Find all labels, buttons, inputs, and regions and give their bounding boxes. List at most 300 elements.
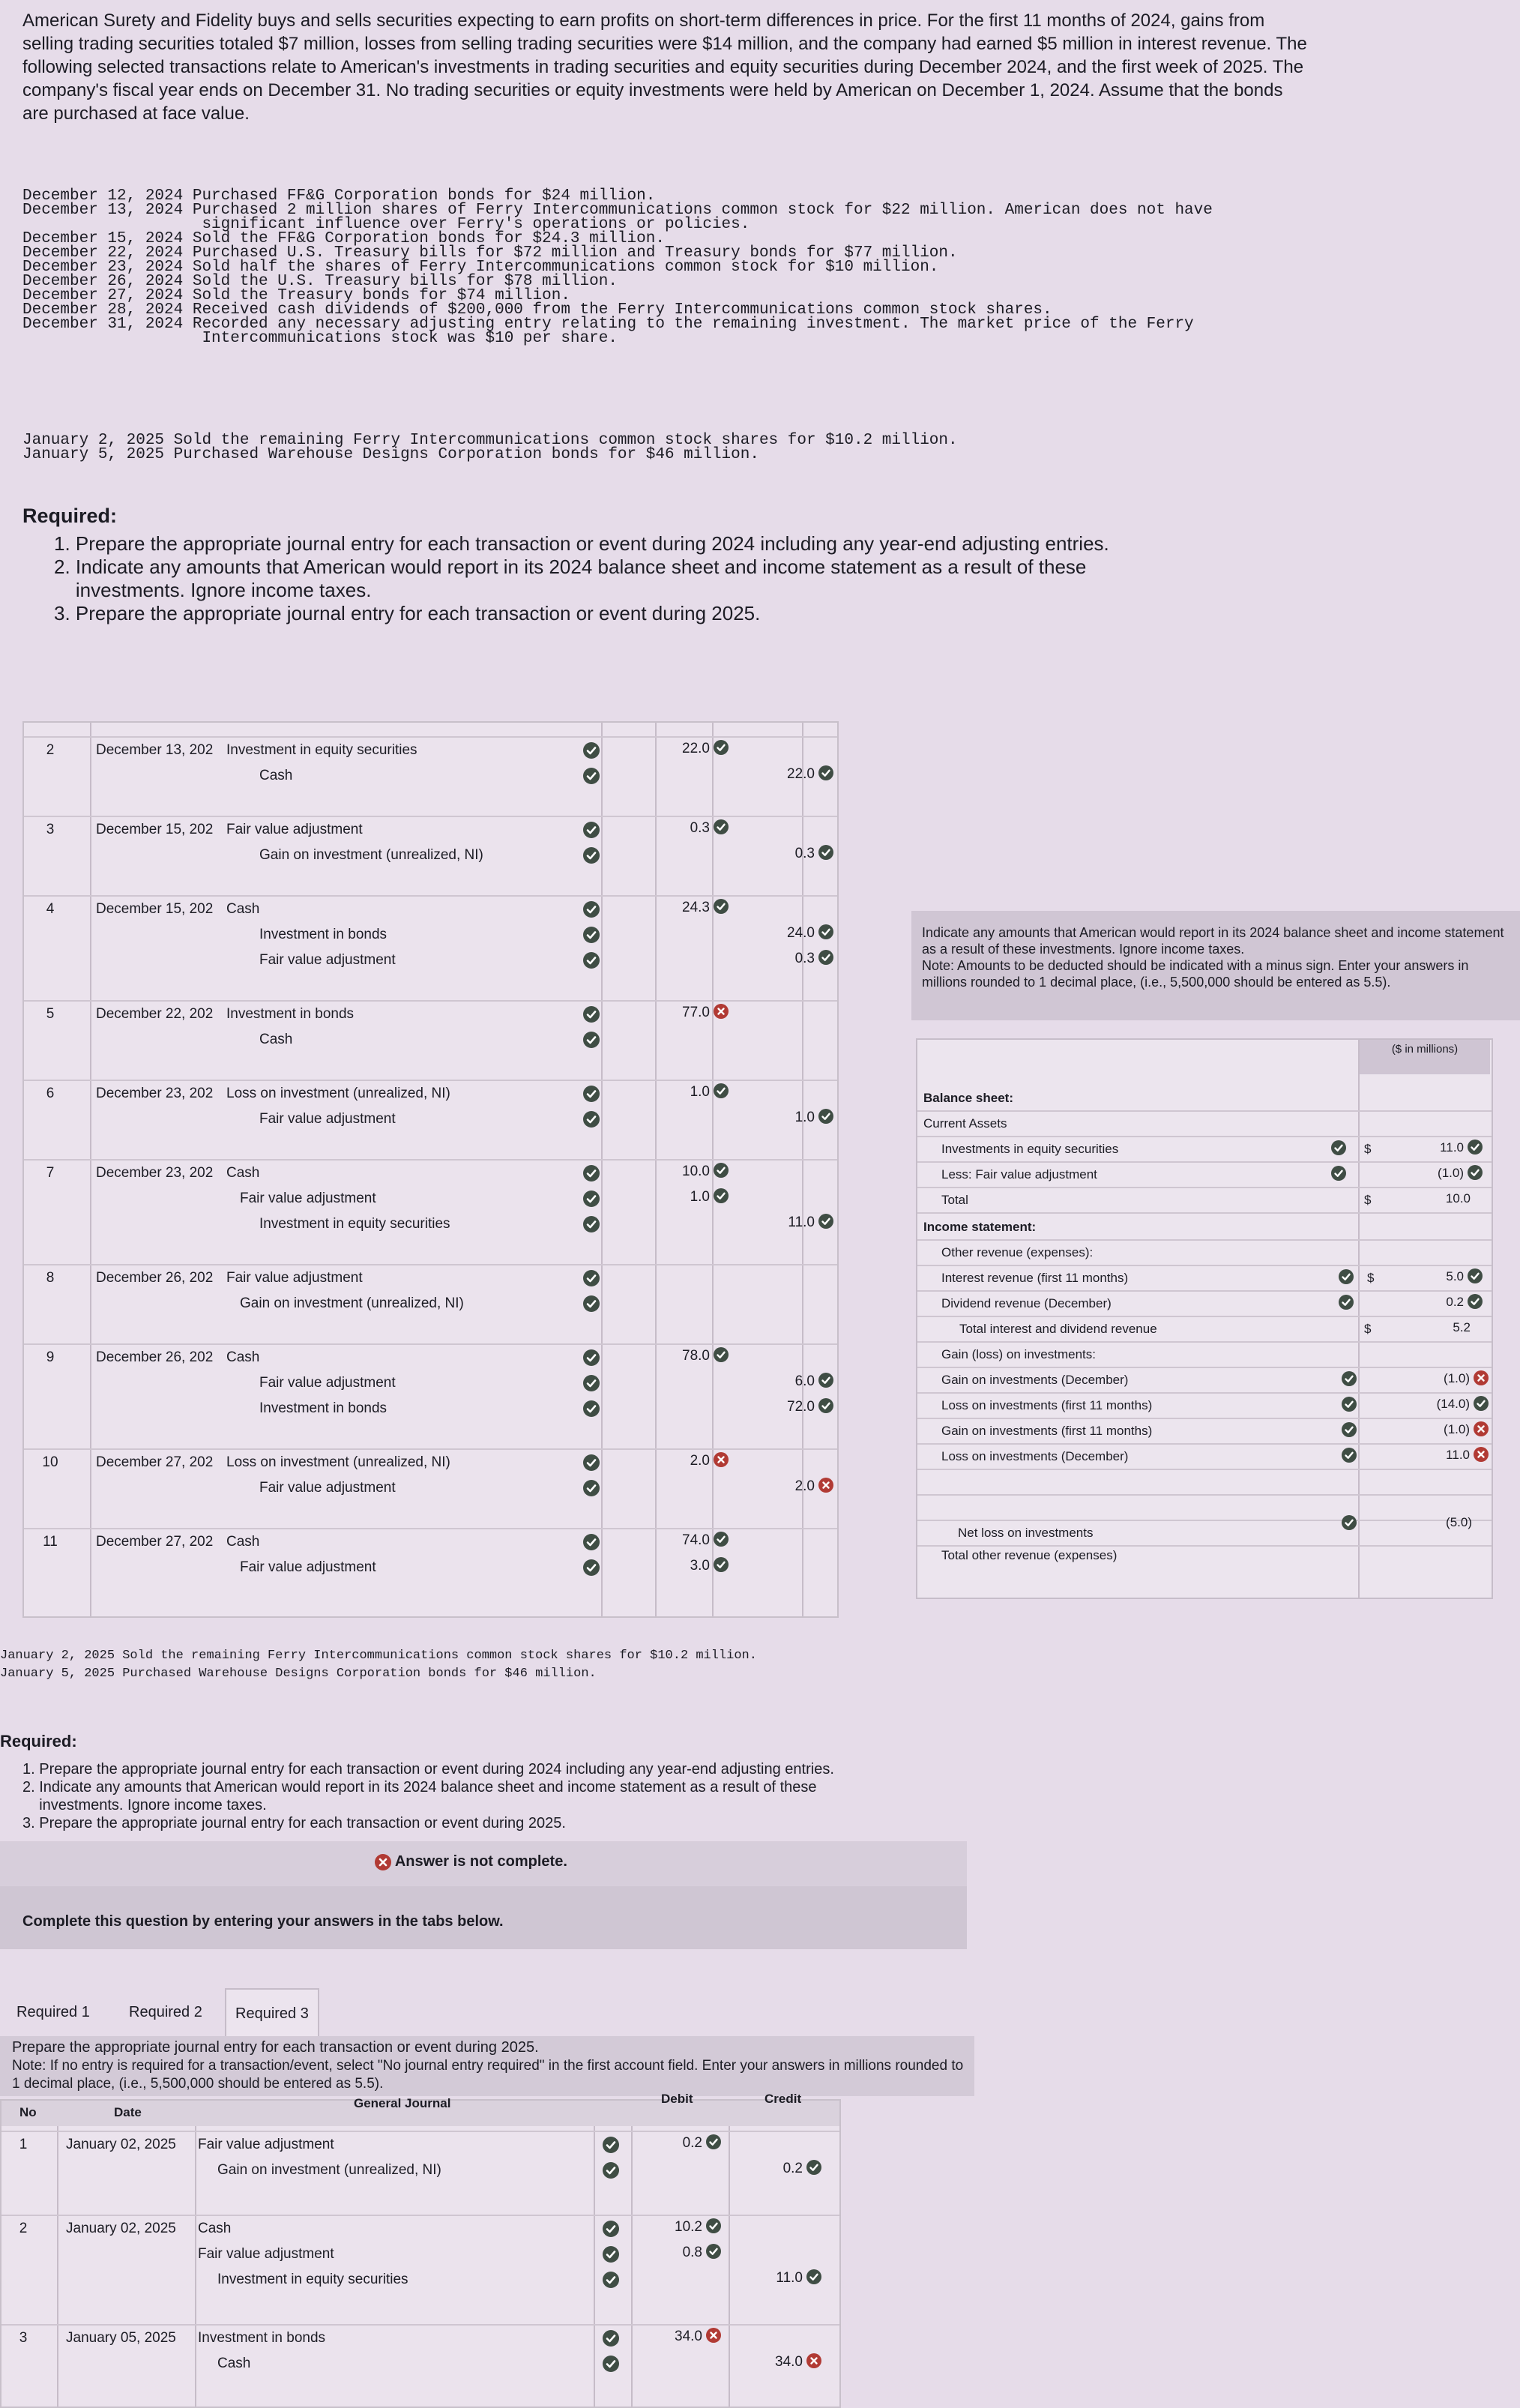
correct-check-icon — [583, 1375, 600, 1391]
correct-check-icon — [603, 2330, 619, 2347]
correct-check-icon — [603, 2356, 619, 2372]
debit-field[interactable] — [631, 1453, 729, 1469]
credit-value: 11.0 — [776, 2270, 803, 2286]
row-divider — [24, 1264, 837, 1265]
balance-sheet-heading: Balance sheet: — [923, 1091, 1013, 1105]
entry-number: 3 — [46, 822, 55, 837]
entry-number: 9 — [46, 1349, 55, 1365]
entry-number: 10 — [42, 1454, 58, 1470]
transactions-2024: December 12, 2024 Purchased FF&G Corporation bonds for $24 million. December 13, 2024 Purchased 2 million shares of Ferry Intercommunications common stock for $22 million. American does not have significant influence over Ferry's operations or policies. December 15, 2024 Sold the FF&G Corporation bonds for $24.3 million. December 22, 2024 Purchased U.S. Treasury bills for $72 million and Treasury bonds for $77 million. December 23, 2024 Sold half the shares of Ferry Intercommunications common stock for $10 million. December 26, 2024 Sold the U.S. Treasury bills for $78 million. December 27, 2024 Sold the Treasury bonds for $74 million. December 28, 2024 Received cash dividends of $200,000 from the Ferry Intercommunications common stock shares. December 31, 2024 Recorded any necessary adjusting entry relating to the remaining investment. The market price of the Ferry Intercommunications stock was $10 per share. — [22, 187, 1213, 347]
account-field[interactable]: Fair value adjustment — [226, 1270, 363, 1286]
credit-field[interactable] — [736, 766, 833, 783]
debit-field[interactable] — [631, 1189, 729, 1205]
account-field[interactable]: Fair value adjustment — [198, 2246, 334, 2262]
header-credit: Credit — [764, 2092, 802, 2106]
account-field[interactable]: Fair value adjustment — [259, 952, 396, 968]
correct-check-icon — [1342, 1515, 1357, 1530]
correct-check-icon — [1339, 1269, 1354, 1284]
account-field[interactable]: Fair value adjustment — [259, 1111, 396, 1127]
row-divider — [1, 2215, 839, 2216]
tab-required-2[interactable]: Required 2 — [129, 2004, 202, 2020]
account-field[interactable]: Investment in equity securities — [226, 742, 417, 758]
credit-field[interactable] — [724, 2161, 821, 2177]
correct-check-icon — [603, 2162, 619, 2179]
credit-value: 1.0 — [794, 1110, 815, 1125]
correct-check-icon — [583, 847, 600, 864]
required-item: 2. Indicate any amounts that American would report in its 2024 balance sheet and income statement as a result of these — [54, 556, 1087, 578]
account-field[interactable]: Investment in bonds — [198, 2330, 326, 2346]
account-field[interactable]: Cash — [226, 1165, 260, 1181]
statement-line-label[interactable]: Gain on investments (first 11 months) — [941, 1424, 1153, 1438]
credit-field[interactable] — [724, 2354, 821, 2371]
row-divider — [917, 1392, 1492, 1394]
debit-value: 3.0 — [690, 1558, 710, 1574]
amount-value: 0.2 — [1446, 1295, 1464, 1309]
correct-check-icon — [583, 1111, 600, 1128]
statement-line-label[interactable]: Investments in equity securities — [941, 1142, 1119, 1156]
complete-prompt-bar — [0, 1886, 967, 1949]
entry-number: 8 — [46, 1270, 55, 1286]
account-field[interactable]: Investment in bonds — [259, 1400, 387, 1416]
incorrect-x-icon — [818, 1478, 833, 1493]
correct-check-icon — [714, 899, 729, 914]
credit-field[interactable] — [736, 1373, 833, 1390]
correct-check-icon — [818, 1214, 833, 1229]
row-divider — [24, 1159, 837, 1161]
row-divider — [917, 1418, 1492, 1419]
debit-value: 0.2 — [682, 2135, 702, 2151]
correct-check-icon — [583, 1006, 600, 1023]
correct-check-icon — [1331, 1166, 1346, 1181]
row-divider — [24, 1343, 837, 1345]
amount-field[interactable] — [1382, 1269, 1483, 1285]
correct-check-icon — [583, 1295, 600, 1312]
dollar-sign: $ — [1364, 1322, 1372, 1336]
row-divider — [917, 1545, 1492, 1547]
entry-number: 3 — [19, 2330, 28, 2346]
entry-date[interactable]: December 15, 202 — [96, 822, 214, 837]
correct-check-icon — [706, 2134, 721, 2149]
correct-check-icon — [583, 768, 600, 784]
error-icon — [375, 1854, 391, 1870]
correct-check-icon — [818, 924, 833, 939]
debit-field[interactable] — [624, 2245, 721, 2261]
total-other-revenue-label: Total other revenue (expenses) — [941, 1548, 1118, 1562]
entry-date[interactable]: December 26, 202 — [96, 1270, 214, 1286]
entry-date[interactable]: December 22, 202 — [96, 1006, 214, 1022]
row-divider — [917, 1265, 1492, 1266]
amount-field[interactable] — [1382, 1448, 1489, 1463]
complete-prompt: Complete this question by entering your answers in the tabs below. — [22, 1913, 504, 1930]
account-field[interactable]: Investment in equity securities — [217, 2272, 408, 2287]
correct-check-icon — [603, 2221, 619, 2237]
debit-field[interactable] — [631, 1558, 729, 1574]
correct-check-icon — [1342, 1448, 1357, 1463]
debit-field[interactable] — [624, 2329, 721, 2345]
debit-value: 0.3 — [690, 820, 710, 836]
header-general-journal: General Journal — [354, 2096, 451, 2110]
row-divider — [24, 1000, 837, 1002]
required3-instructions: Prepare the appropriate journal entry for each transaction or event during 2025. — [12, 2039, 539, 2056]
dollar-sign: $ — [1364, 1193, 1372, 1207]
credit-field[interactable] — [736, 1214, 833, 1231]
credit-value: 0.2 — [782, 2161, 803, 2176]
correct-check-icon — [706, 2244, 721, 2259]
row-divider — [1, 2324, 839, 2326]
amount-field[interactable] — [1382, 1191, 1471, 1206]
correct-check-icon — [1339, 1295, 1354, 1310]
correct-check-icon — [818, 1398, 833, 1413]
correct-check-icon — [1468, 1165, 1483, 1180]
tab-required-3[interactable]: Required 3 — [225, 1988, 319, 2038]
bottom-required-item: 2. Indicate any amounts that American would report in its 2024 balance sheet and income statement as a result of these — [22, 1779, 817, 1796]
entry-number: 7 — [46, 1165, 55, 1181]
debit-value: 34.0 — [675, 2329, 702, 2344]
correct-check-icon — [818, 1109, 833, 1124]
credit-field[interactable] — [736, 925, 833, 942]
row-divider — [24, 816, 837, 817]
entry-date[interactable]: January 05, 2025 — [66, 2330, 176, 2346]
debit-value: 0.8 — [682, 2245, 702, 2260]
correct-check-icon — [583, 1191, 600, 1207]
amount-field[interactable] — [1382, 1295, 1483, 1310]
correct-check-icon — [583, 1086, 600, 1102]
dollar-sign: $ — [1364, 1142, 1372, 1156]
status-banner — [0, 1841, 967, 1886]
debit-value: 2.0 — [690, 1453, 710, 1469]
correct-check-icon — [583, 952, 600, 969]
debit-value: 1.0 — [690, 1189, 710, 1205]
entry-date[interactable]: December 23, 202 — [96, 1165, 214, 1181]
statement-line-label[interactable]: Loss on investments (December) — [941, 1449, 1129, 1463]
net-loss-label: Net loss on investments — [958, 1526, 1094, 1540]
credit-value: 72.0 — [787, 1399, 815, 1415]
correct-check-icon — [583, 1270, 600, 1286]
row-divider — [917, 1367, 1492, 1368]
dollar-sign: $ — [1367, 1271, 1375, 1285]
header-no: No — [19, 2105, 37, 2119]
correct-check-icon — [818, 765, 833, 780]
entry-number: 5 — [46, 1006, 55, 1022]
required-item: 1. Prepare the appropriate journal entry for each transaction or event during 2024 including any year-end adjusting entries. — [54, 532, 1109, 555]
incorrect-x-icon — [714, 1004, 729, 1019]
correct-check-icon — [806, 2160, 821, 2175]
account-field[interactable]: Cash — [198, 2221, 232, 2236]
row-divider — [917, 1494, 1492, 1496]
row-divider — [24, 736, 837, 738]
correct-check-icon — [603, 2137, 619, 2153]
amount-value: 5.0 — [1446, 1269, 1464, 1283]
correct-check-icon — [818, 1373, 833, 1388]
correct-check-icon — [583, 1480, 600, 1496]
incorrect-x-icon — [714, 1452, 729, 1467]
credit-value: 6.0 — [794, 1373, 815, 1389]
amount-field[interactable] — [1382, 1140, 1483, 1156]
debit-value: 74.0 — [682, 1532, 710, 1548]
amount-value: (14.0) — [1436, 1397, 1470, 1411]
account-field[interactable]: Investment in bonds — [226, 1006, 355, 1022]
required2-instructions — [911, 911, 1520, 1020]
debit-field[interactable] — [631, 1084, 729, 1101]
required-item: 3. Prepare the appropriate journal entry for each transaction or event during 2025. — [54, 602, 761, 624]
correct-check-icon — [1468, 1294, 1483, 1309]
net-loss-value: (5.0) — [1446, 1515, 1472, 1529]
account-field[interactable]: Cash — [217, 2356, 251, 2371]
required2-note: Note: Amounts to be deducted should be indicated with a minus sign. Enter your answers in millions rounded to 1 decimal place, (i.e., 5,500,000 should be entered as 5.5). — [922, 958, 1469, 990]
correct-check-icon — [583, 1349, 600, 1366]
problem-intro: American Surety and Fidelity buys and sells securities expecting to earn profits on short-term differences in price. For the first 11 months of 2024, gains from selling trading securities totaled $7 million, losses from selling trading securities were $14 million, and the company had earned $5 million in interest revenue. The following selected transactions relate to American's investments in trading securities and equity securities during December 2024, and the first week of 2025. The company's fiscal year ends on December 31. No trading securities or equity investments were held by American on December 1, 2024. Assume that the bonds are purchased at face value. — [22, 10, 1307, 124]
row-divider — [24, 1448, 837, 1450]
correct-check-icon — [583, 742, 600, 759]
row-divider — [917, 1341, 1492, 1343]
gain-loss-heading: Gain (loss) on investments: — [941, 1347, 1096, 1361]
account-field[interactable]: Cash — [226, 901, 260, 917]
debit-field[interactable] — [631, 900, 729, 916]
credit-field[interactable] — [736, 1478, 833, 1495]
bottom-required-item: 1. Prepare the appropriate journal entry for each transaction or event during 2024 including any year-end adjusting entries. — [22, 1761, 834, 1778]
account-field[interactable]: Gain on investment (unrealized, NI) — [240, 1295, 464, 1311]
correct-check-icon — [714, 1557, 729, 1572]
row-divider — [1, 2131, 839, 2132]
incorrect-x-icon — [806, 2353, 821, 2368]
statement-line-label[interactable]: Loss on investments (first 11 months) — [941, 1398, 1153, 1412]
income-statement-heading: Income statement: — [923, 1220, 1037, 1234]
bottom-required-item: 3. Prepare the appropriate journal entry for each transaction or event during 2025. — [22, 1815, 566, 1831]
row-divider — [917, 1316, 1492, 1317]
header-debit: Debit — [661, 2092, 693, 2106]
credit-value: 34.0 — [775, 2354, 803, 2370]
debit-field[interactable] — [631, 1164, 729, 1180]
row-divider — [24, 895, 837, 897]
account-field[interactable]: Fair value adjustment — [226, 822, 363, 837]
credit-value: 24.0 — [787, 925, 815, 941]
bottom-required-heading: Required: — [0, 1732, 77, 1751]
correct-check-icon — [1342, 1397, 1357, 1412]
correct-check-icon — [583, 1534, 600, 1550]
correct-check-icon — [603, 2246, 619, 2263]
account-field[interactable]: Loss on investment (unrealized, NI) — [226, 1086, 450, 1101]
account-field[interactable]: Fair value adjustment — [240, 1559, 376, 1575]
statement-line-label[interactable]: Total — [941, 1193, 968, 1207]
account-field[interactable]: Investment in equity securities — [259, 1216, 450, 1232]
debit-value: 1.0 — [690, 1084, 710, 1100]
required-heading: Required: — [22, 505, 118, 527]
correct-check-icon — [1468, 1268, 1483, 1283]
account-field[interactable]: Cash — [259, 768, 293, 783]
debit-field[interactable] — [631, 741, 729, 757]
correct-check-icon — [1474, 1396, 1489, 1411]
amount-field[interactable] — [1382, 1166, 1483, 1182]
row-divider — [917, 1136, 1492, 1137]
account-field[interactable]: Fair value adjustment — [198, 2137, 334, 2152]
correct-check-icon — [714, 1083, 729, 1098]
required-item: investments. Ignore income taxes. — [54, 579, 372, 601]
correct-check-icon — [714, 740, 729, 755]
entry-date[interactable]: December 23, 202 — [96, 1086, 214, 1101]
credit-field[interactable] — [736, 951, 833, 967]
row-divider — [24, 1080, 837, 1081]
row-divider — [917, 1443, 1492, 1445]
credit-value: 2.0 — [794, 1478, 815, 1494]
account-field[interactable]: Gain on investment (unrealized, NI) — [217, 2162, 441, 2178]
required-tabs — [7, 1988, 607, 2036]
incorrect-x-icon — [1474, 1421, 1489, 1436]
correct-check-icon — [806, 2269, 821, 2284]
statement-line-label[interactable]: Gain on investments (December) — [941, 1373, 1129, 1387]
statement-line-label[interactable]: Less: Fair value adjustment — [941, 1167, 1097, 1182]
entry-date[interactable]: December 26, 202 — [96, 1349, 214, 1365]
required-list — [54, 532, 1283, 625]
debit-value: 10.0 — [682, 1164, 710, 1179]
row-divider — [917, 1239, 1492, 1241]
incorrect-x-icon — [1474, 1447, 1489, 1462]
account-field[interactable]: Cash — [259, 1032, 293, 1047]
credit-value: 0.3 — [794, 951, 815, 966]
current-assets-heading: Current Assets — [923, 1116, 1007, 1131]
row-divider — [917, 1187, 1492, 1188]
debit-field[interactable] — [631, 1532, 729, 1549]
entry-number: 2 — [19, 2221, 28, 2236]
required3-instructions-box — [0, 2036, 974, 2096]
transactions-2025: January 2, 2025 Sold the remaining Ferry Intercommunications common stock shares for $10.2 million. January 5, 2025 Purchased Warehouse Designs Corporation bonds for $46 million. — [22, 432, 958, 463]
correct-check-icon — [818, 950, 833, 965]
debit-value: 24.3 — [682, 900, 710, 915]
row-divider — [917, 1290, 1492, 1292]
correct-check-icon — [1468, 1140, 1483, 1155]
entry-date[interactable]: January 02, 2025 — [66, 2221, 176, 2236]
amount-value: 11.0 — [1440, 1140, 1464, 1155]
column-divider — [1358, 1040, 1360, 1598]
row-divider — [24, 1528, 837, 1529]
tab-required-1[interactable]: Required 1 — [16, 2004, 90, 2020]
account-field[interactable]: Fair value adjustment — [259, 1480, 396, 1496]
entry-number: 6 — [46, 1086, 55, 1101]
account-field[interactable]: Fair value adjustment — [259, 1375, 396, 1391]
correct-check-icon — [583, 822, 600, 838]
credit-field[interactable] — [724, 2270, 821, 2287]
column-divider — [57, 2101, 58, 2407]
amount-field[interactable] — [1382, 1371, 1489, 1387]
debit-field[interactable] — [624, 2219, 721, 2236]
correct-check-icon — [706, 2218, 721, 2233]
amount-value: 5.2 — [1453, 1320, 1471, 1334]
amount-column-header: ($ in millions) — [1360, 1040, 1490, 1074]
credit-field[interactable] — [736, 1399, 833, 1415]
correct-check-icon — [583, 1559, 600, 1576]
correct-check-icon — [714, 819, 729, 834]
column-divider — [90, 723, 91, 1616]
amount-value: (1.0) — [1444, 1422, 1470, 1436]
credit-field[interactable] — [736, 1110, 833, 1126]
financial-statements-table — [916, 1038, 1493, 1599]
correct-check-icon — [714, 1532, 729, 1547]
credit-value: 11.0 — [788, 1214, 815, 1230]
row-divider — [917, 1212, 1492, 1214]
debit-value: 22.0 — [682, 741, 710, 756]
account-field[interactable]: Cash — [226, 1534, 260, 1550]
header-date: Date — [114, 2105, 142, 2119]
entry-date[interactable]: December 27, 202 — [96, 1534, 214, 1550]
entry-date[interactable]: December 15, 202 — [96, 901, 214, 917]
bottom-required-list — [22, 1760, 997, 1832]
correct-check-icon — [714, 1163, 729, 1178]
row-divider — [917, 1161, 1492, 1163]
account-field[interactable]: Cash — [226, 1349, 260, 1365]
correct-check-icon — [583, 927, 600, 943]
row-divider — [917, 1469, 1492, 1470]
other-revenue-heading: Other revenue (expenses): — [941, 1245, 1094, 1259]
account-field[interactable]: Investment in bonds — [259, 927, 387, 942]
entry-date[interactable]: January 02, 2025 — [66, 2137, 176, 2152]
required2-text: Indicate any amounts that American would report in its 2024 balance sheet and income statement as a result of these investments. Ignore income taxes. — [922, 925, 1504, 957]
correct-check-icon — [1342, 1422, 1357, 1437]
debit-value: 10.2 — [675, 2219, 702, 2235]
entry-date[interactable]: December 27, 202 — [96, 1454, 214, 1470]
credit-field[interactable] — [736, 846, 833, 862]
statement-line-label[interactable]: Total interest and dividend revenue — [959, 1322, 1157, 1336]
debit-field[interactable] — [631, 1348, 729, 1364]
required3-note: Note: If no entry is required for a transaction/event, select "No journal entry required" in the first account field. Enter your answers in millions rounded to 1 decimal place, (i.e., 5,500,000 should be entered as 5.5). — [12, 2058, 964, 2092]
amount-field[interactable] — [1382, 1397, 1489, 1412]
entry-number: 4 — [46, 901, 55, 917]
correct-check-icon — [583, 1165, 600, 1182]
correct-check-icon — [1331, 1140, 1346, 1155]
correct-check-icon — [583, 1216, 600, 1232]
correct-check-icon — [714, 1347, 729, 1362]
account-field[interactable]: Gain on investment (unrealized, NI) — [259, 847, 483, 863]
amount-field[interactable] — [1382, 1320, 1471, 1335]
account-field[interactable]: Loss on investment (unrealized, NI) — [226, 1454, 450, 1470]
correct-check-icon — [603, 2272, 619, 2288]
statement-line-label[interactable]: Interest revenue (first 11 months) — [941, 1271, 1129, 1285]
bottom-transactions-2025: January 2, 2025 Sold the remaining Ferry Intercommunications common stock shares for $10.2 million. January 5, 2025 Purchased Warehouse Designs Corporation bonds for $46 million. — [0, 1649, 757, 1681]
amount-field[interactable] — [1382, 1422, 1489, 1438]
debit-field[interactable] — [631, 820, 729, 837]
correct-check-icon — [583, 901, 600, 918]
correct-check-icon — [1342, 1371, 1357, 1386]
incorrect-x-icon — [1474, 1370, 1489, 1385]
column-divider — [195, 2101, 196, 2407]
incorrect-x-icon — [706, 2328, 721, 2343]
column-divider — [601, 723, 603, 1616]
entry-date[interactable]: December 13, 202 — [96, 742, 214, 758]
debit-value: 77.0 — [682, 1005, 710, 1020]
statement-line-label[interactable]: Dividend revenue (December) — [941, 1296, 1112, 1310]
credit-value: 22.0 — [787, 766, 815, 782]
amount-value: 10.0 — [1445, 1191, 1471, 1205]
debit-field[interactable] — [631, 1005, 729, 1021]
amount-value: (1.0) — [1438, 1166, 1464, 1180]
debit-value: 78.0 — [682, 1348, 710, 1364]
column-divider — [594, 2101, 595, 2407]
correct-check-icon — [818, 845, 833, 860]
status-message: Answer is not complete. — [394, 1853, 567, 1870]
entry-number: 11 — [43, 1534, 58, 1550]
debit-field[interactable] — [624, 2135, 721, 2152]
journal-2024-table — [22, 721, 839, 1618]
correct-check-icon — [583, 1400, 600, 1417]
bottom-required-item: investments. Ignore income taxes. — [22, 1797, 267, 1813]
correct-check-icon — [583, 1454, 600, 1471]
amount-value: (1.0) — [1444, 1371, 1470, 1385]
journal-2025-table — [0, 2092, 841, 2408]
entry-number: 2 — [46, 742, 55, 758]
account-field[interactable]: Fair value adjustment — [240, 1191, 376, 1206]
credit-value: 0.3 — [794, 846, 815, 861]
correct-check-icon — [583, 1032, 600, 1048]
amount-value: 11.0 — [1446, 1448, 1470, 1462]
entry-number: 1 — [19, 2137, 28, 2152]
